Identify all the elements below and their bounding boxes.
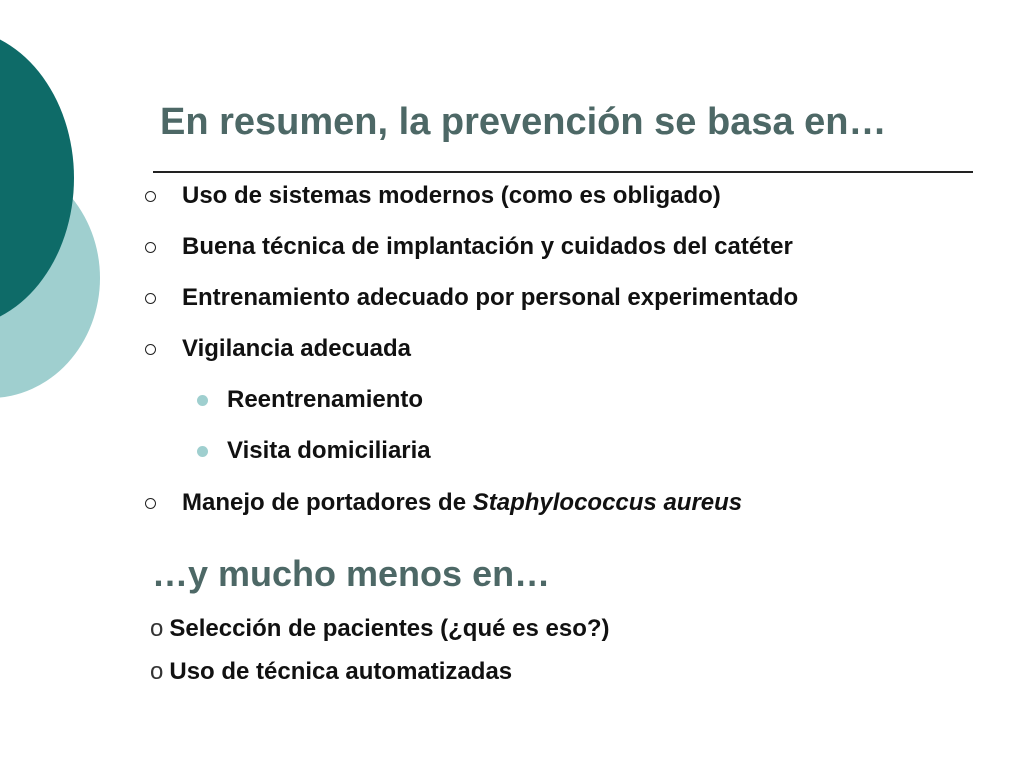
list-item-text: Uso de técnica automatizadas: [169, 658, 513, 685]
bullet-marker: [145, 191, 156, 202]
bullet-item: Entrenamiento adecuado por personal experimentado: [182, 284, 799, 311]
bullet-marker: [145, 498, 156, 509]
sub-bullet-marker: [197, 446, 208, 457]
bullet-text-italic: Staphylococcus aureus: [472, 489, 743, 516]
bullet-marker: [145, 344, 156, 355]
list-item-text: Selección de pacientes (¿qué es eso?): [169, 615, 610, 642]
slide-title: En resumen, la prevención se basa en…: [160, 101, 887, 143]
bullet-item: Vigilancia adecuada: [182, 335, 411, 362]
bullet-marker: [145, 293, 156, 304]
sub-bullet-item: Reentrenamiento: [227, 386, 424, 413]
sub-bullet-marker: [197, 395, 208, 406]
bullet-item: [182, 489, 742, 517]
o-marker: o: [150, 658, 164, 685]
bullet-marker: [145, 242, 156, 253]
o-marker: o: [150, 615, 164, 642]
list-item: [150, 658, 512, 686]
list-item: [150, 615, 610, 643]
sub-bullet-item: Visita domiciliaria: [227, 437, 431, 464]
title-divider: [153, 171, 973, 173]
bullet-item: Uso de sistemas modernos (como es obligado): [182, 182, 721, 209]
bullet-text: Manejo de portadores de: [182, 489, 473, 516]
section-subtitle: …y mucho menos en…: [152, 553, 551, 594]
bullet-item: Buena técnica de implantación y cuidados del catéter: [182, 233, 793, 260]
